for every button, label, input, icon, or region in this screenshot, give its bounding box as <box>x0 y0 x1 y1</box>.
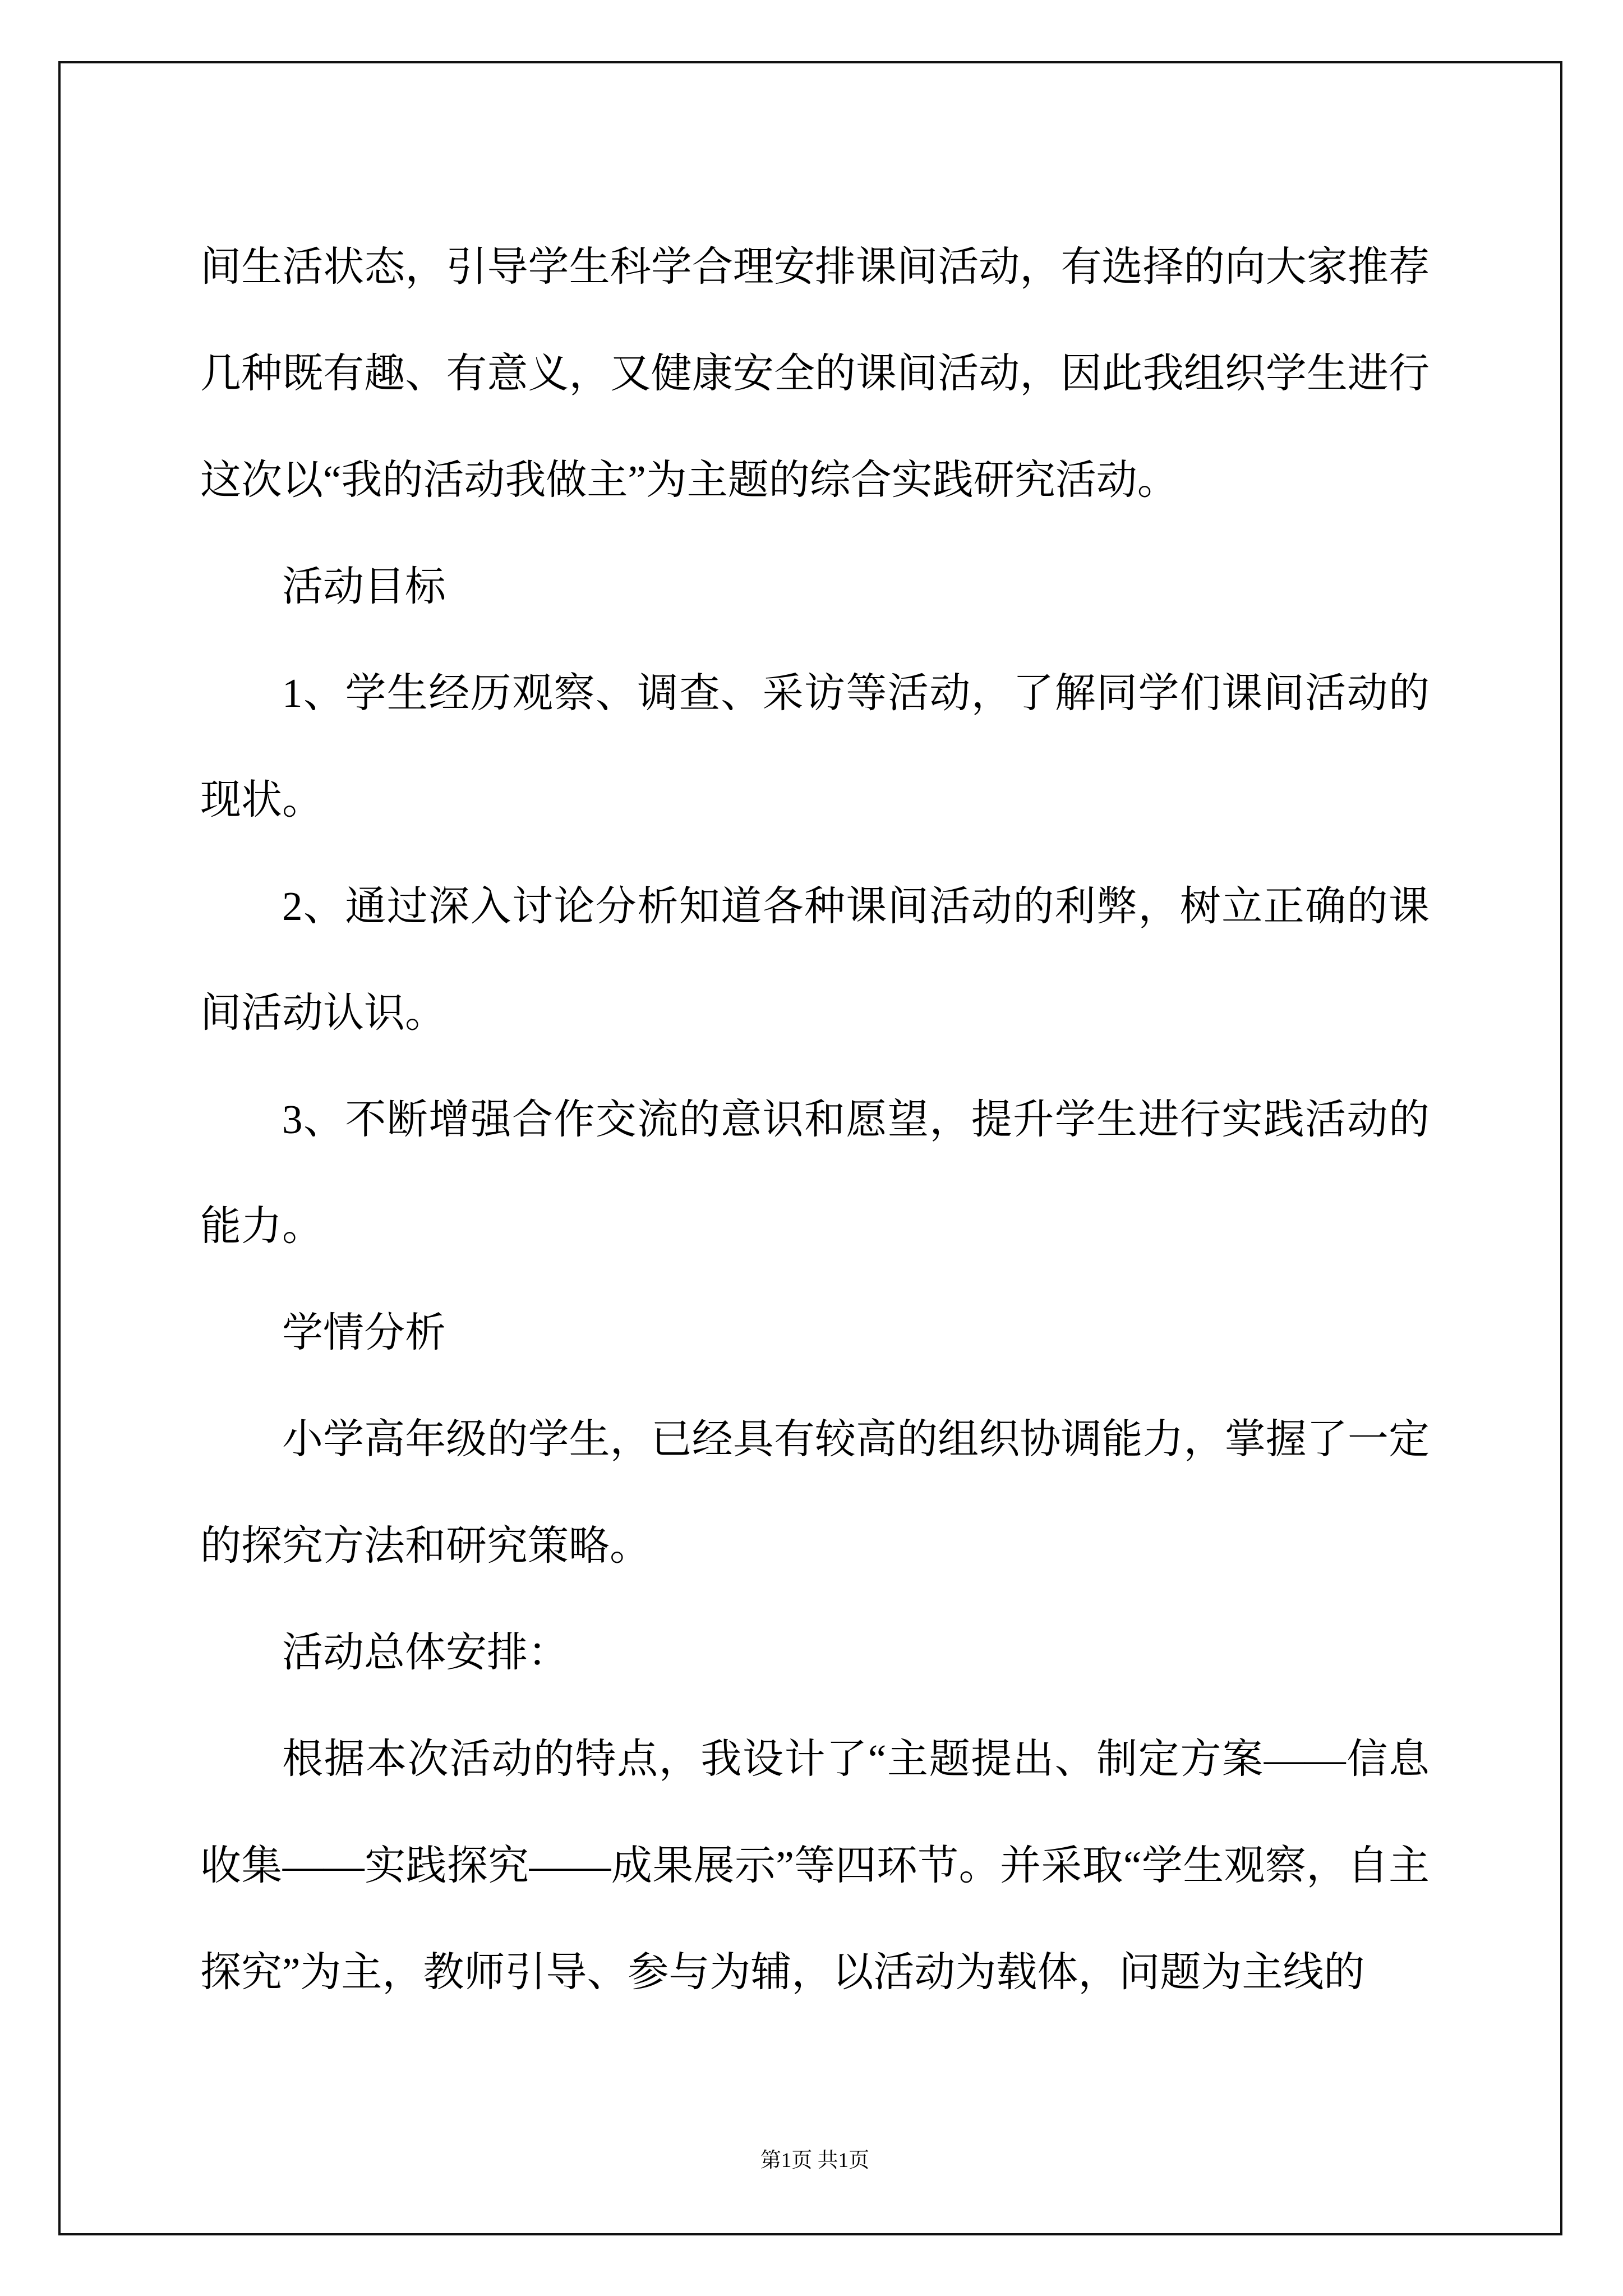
paragraph-goal-2: 2、通过深入讨论分析知道各种课间活动的利弊，树立正确的课间活动认识。 <box>200 884 1430 1036</box>
heading-activity-goals: 活动目标 <box>282 564 446 609</box>
heading-overall-arrangement: 活动总体安排： <box>282 1630 569 1675</box>
paragraph-goal-3: 3、不断增强合作交流的意识和愿望，提升学生进行实践活动的能力。 <box>200 1097 1430 1249</box>
paragraph-goal-1: 1、学生经历观察、调查、采访等活动，了解同学们课间活动的现状。 <box>200 670 1430 822</box>
paragraph-learning-analysis: 小学高年级的学生，已经具有较高的组织协调能力，掌握了一定的探究方法和研究策略。 <box>200 1416 1430 1568</box>
paragraph-overall-arrangement: 根据本次活动的特点，我设计了“主题提出、制定方案——信息收集——实践探究——成果展示”等四环节。并采取“学生观察，自主探究”为主，教师引导、参与为辅，以活动为载体，问题为主线的 <box>200 1736 1430 1995</box>
document-body <box>200 214 1430 2026</box>
page-number: 第1页 共1页 <box>760 2149 870 2172</box>
heading-learning-analysis: 学情分析 <box>282 1310 446 1355</box>
paragraph-continuation: 间生活状态，引导学生科学合理安排课间活动，有选择的向大家推荐几种既有趣、有意义，又健康安全的课间活动，因此我组织学生进行这次以“我的活动我做主”为主题的综合实践研究活动。 <box>200 244 1430 503</box>
